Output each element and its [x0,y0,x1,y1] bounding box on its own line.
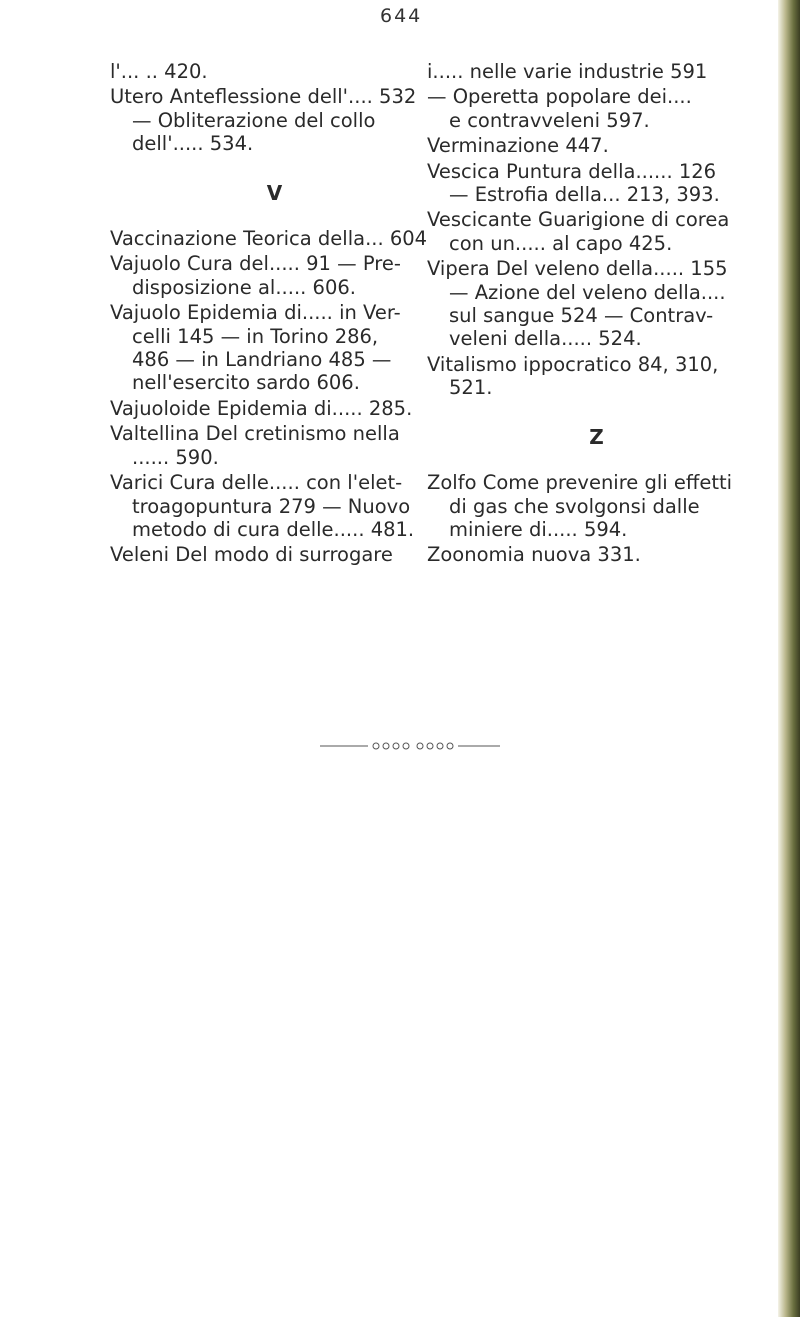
entry-continuation-line: e contravveleni 597. [449,108,650,132]
index-entry [110,471,440,541]
index-entry [110,301,440,395]
index-entry [427,85,767,132]
index-entry [110,397,440,420]
index-entry [427,257,767,351]
entry-line: Vajuoloide Epidemia di..... 285. [110,396,413,420]
entry-continuation-line: 486 — in Landriano 485 — [132,348,392,372]
index-entry [110,252,440,299]
index-entry [110,422,440,469]
entry-continuation-line: — Estrofia della... 213, 393. [449,183,720,207]
entry-line: Vescica Puntura della...... 126 [427,159,717,183]
entry-continuation-line: — Obliterazione del collo [132,108,376,132]
entry-line: Valtellina Del cretinismo nella [110,422,400,446]
index-entry [427,471,767,541]
right-entries-z [427,471,767,567]
entry-line: i..... nelle varie industrie 591 [427,60,708,83]
right-entries [427,60,767,400]
left-column [110,60,440,569]
index-entry [427,353,767,400]
letter-heading-v: V [266,180,284,205]
entry-line: Vescicante Guarigione di corea [427,208,730,232]
entry-line: Zolfo Come prevenire gli effetti [427,471,733,495]
index-entry [110,227,440,250]
entry-continuation-line: veleni della..... 524. [449,327,642,351]
entry-line: Vipera Del veleno della..... 155 [427,257,728,281]
entry-continuation-line: di gas che svolgonsi dalle [449,494,700,518]
entry-continuation-line: 521. [449,376,493,400]
entry-line: Vajuolo Cura del..... 91 — Pre- [110,252,401,276]
entry-line: Veleni Del modo di surrogare [110,543,393,567]
entry-continuation-line: dell'..... 534. [132,132,254,156]
left-entries [110,60,440,156]
index-entry [110,60,440,83]
entry-continuation-line: ...... 590. [132,445,219,469]
entry-continuation-line: nell'esercito sardo 606. [132,371,360,395]
entry-line: Varici Cura delle..... con l'elet- [110,471,403,495]
entry-continuation-line: celli 145 — in Torino 286, [132,324,379,348]
index-entry [427,160,767,207]
entry-line: Vaccinazione Teorica della... 604 [110,227,428,251]
right-column [427,60,767,569]
letter-heading-z: Z [589,424,605,449]
entry-line: Zoonomia nuova 331. [427,543,641,567]
index-entry [427,543,767,566]
entry-continuation-line: troagopuntura 279 — Nuovo [132,494,411,518]
entry-line: Utero Anteflessione dell'.... 532 [110,85,417,109]
page-number: 644 [380,5,423,27]
entry-continuation-line: sul sangue 524 — Contrav- [449,304,714,328]
left-entries-v [110,227,440,567]
page-edge [778,0,800,1317]
entry-continuation-line: disposizione al..... 606. [132,275,356,299]
ornamental-divider [320,740,500,752]
index-entry [427,60,767,83]
entry-line: Verminazione 447. [427,134,609,158]
entry-line: — Operetta popolare dei.... [427,85,692,109]
entry-continuation-line: con un..... al capo 425. [449,231,673,255]
index-entry [110,543,440,566]
entry-continuation-line: miniere di..... 594. [449,517,628,541]
entry-continuation-line: metodo di cura delle..... 481. [132,517,415,541]
entry-line: Vajuolo Epidemia di..... in Ver- [110,301,401,325]
index-entry [110,85,440,155]
index-entry [427,134,767,157]
entry-continuation-line: — Azione del veleno della.... [449,280,726,304]
index-entry [427,208,767,255]
entry-line: Vitalismo ippocratico 84, 310, [427,352,719,376]
entry-line: l'... .. 420. [110,60,208,83]
